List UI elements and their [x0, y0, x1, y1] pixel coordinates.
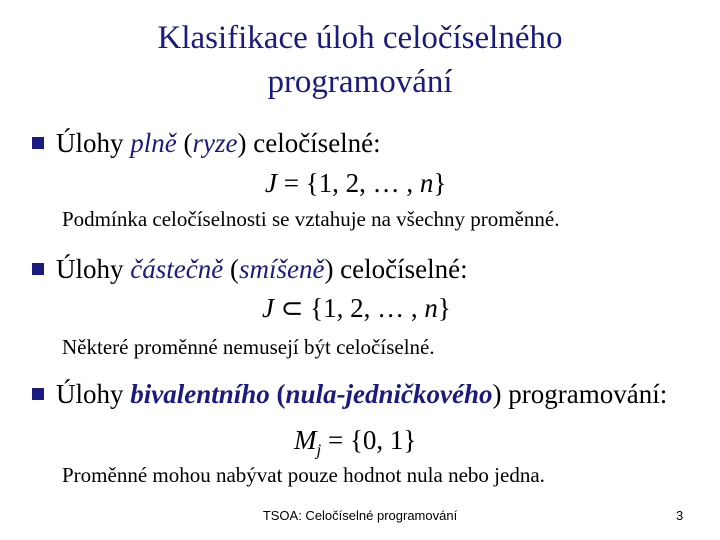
item-suffix: ) celočíselné: — [324, 254, 468, 284]
formula-close: } — [437, 293, 451, 323]
slide-title — [0, 16, 720, 104]
formula-binary — [294, 424, 416, 466]
item-emphasis-primary: plně — [130, 128, 177, 158]
footer-title: TSOA: Celočíselné programování — [262, 508, 458, 523]
item-emphasis-primary: částečně — [130, 254, 224, 284]
formula-variable: J — [262, 293, 274, 323]
item-emphasis-secondary: smíšeně — [238, 254, 325, 284]
formula-pure-integer — [265, 167, 446, 199]
item-emphasis-secondary: ryze — [192, 128, 238, 158]
item-emphasis-primary: bivalentního — [130, 379, 270, 409]
formula-variable: M — [294, 425, 317, 455]
square-bullet-icon — [32, 388, 44, 400]
formula-variable: J — [265, 168, 277, 198]
description-binary: Proměnné mohou nabývat pouze hodnot nula nebo jedna. — [62, 463, 545, 487]
square-bullet-icon — [32, 263, 44, 275]
item-prefix: Úlohy — [56, 128, 131, 158]
formula-operator-subset: ⊂ {1, 2, … , — [273, 293, 425, 323]
formula-operator-set: = {1, 2, … , — [276, 168, 420, 198]
item-suffix: ) programování: — [492, 379, 668, 409]
formula-close: } — [433, 168, 447, 198]
description-pure-integer: Podmínka celočíselnosti se vztahuje na všechny proměnné. — [62, 207, 560, 231]
description-mixed-integer: Některé proměnné nemusejí být celočíselné. — [62, 335, 435, 359]
slide-title-line-1: Klasifikace úloh celočíselného — [157, 20, 563, 56]
page-number: 3 — [676, 508, 684, 523]
item-suffix: ) celočíselné: — [237, 128, 381, 158]
bullet-item-pure-integer — [32, 127, 381, 159]
bullet-item-binary — [32, 378, 667, 410]
item-mid: ( — [269, 379, 286, 409]
square-bullet-icon — [32, 137, 44, 149]
item-mid: ( — [223, 254, 239, 284]
formula-mixed-integer — [262, 292, 451, 324]
formula-n: n — [419, 168, 434, 198]
item-mid: ( — [176, 128, 193, 158]
formula-subscript: j — [316, 440, 322, 460]
slide-title-line-2: programování — [267, 64, 453, 100]
item-prefix: Úlohy — [56, 254, 131, 284]
item-emphasis-secondary: nula-jedničkového — [285, 379, 493, 409]
formula-n: n — [424, 293, 438, 323]
item-prefix: Úlohy — [56, 379, 131, 409]
bullet-item-mixed-integer — [32, 253, 468, 285]
formula-operator-set: = {0, 1} — [321, 425, 417, 455]
